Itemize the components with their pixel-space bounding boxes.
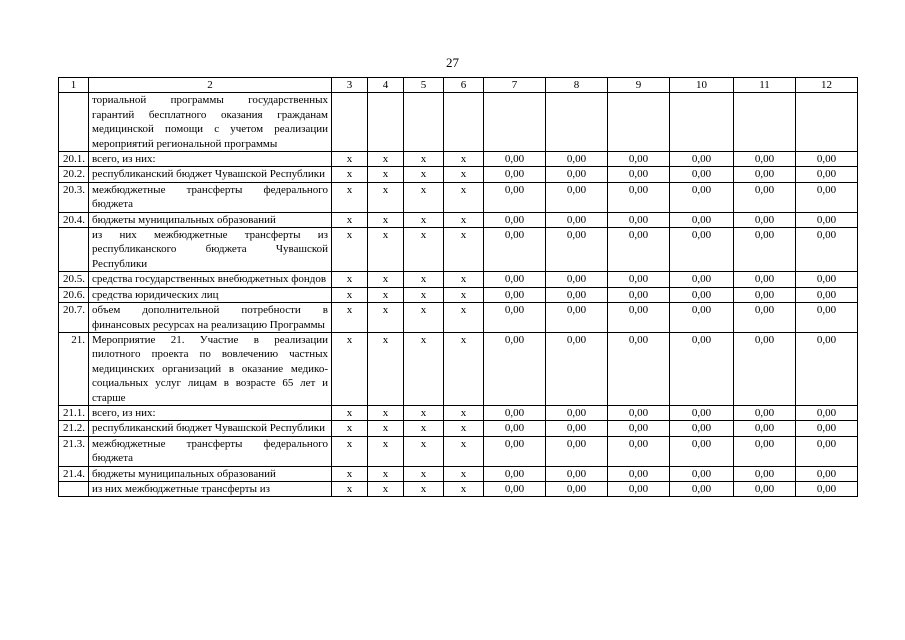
table-row bbox=[59, 152, 858, 167]
cell-marker: x bbox=[404, 152, 444, 167]
cell-value: 0,00 bbox=[546, 466, 608, 481]
cell-value bbox=[734, 93, 796, 152]
cell-value: 0,00 bbox=[670, 152, 734, 167]
cell-value: 0,00 bbox=[484, 481, 546, 496]
cell-marker: x bbox=[368, 303, 404, 333]
cell-value: 0,00 bbox=[484, 182, 546, 212]
row-description: средства государственных внебюджетных фондов bbox=[89, 272, 332, 287]
cell-value: 0,00 bbox=[546, 287, 608, 302]
row-number: 21.4. bbox=[59, 466, 89, 481]
cell-value: 0,00 bbox=[484, 303, 546, 333]
table-row bbox=[59, 212, 858, 227]
cell-marker: x bbox=[404, 466, 444, 481]
row-description: бюджеты муниципальных образований bbox=[89, 212, 332, 227]
cell-value: 0,00 bbox=[796, 182, 858, 212]
cell-value: 0,00 bbox=[796, 436, 858, 466]
cell-value: 0,00 bbox=[608, 167, 670, 182]
cell-marker: x bbox=[444, 287, 484, 302]
cell-marker bbox=[368, 93, 404, 152]
cell-marker: x bbox=[368, 332, 404, 405]
cell-value: 0,00 bbox=[608, 332, 670, 405]
cell-marker: x bbox=[332, 481, 368, 496]
cell-marker: x bbox=[368, 421, 404, 436]
row-description: средства юридических лиц bbox=[89, 287, 332, 302]
row-number: 20.5. bbox=[59, 272, 89, 287]
cell-marker: x bbox=[444, 481, 484, 496]
column-header-row bbox=[59, 78, 858, 93]
cell-value: 0,00 bbox=[608, 436, 670, 466]
cell-value: 0,00 bbox=[734, 152, 796, 167]
cell-marker: x bbox=[332, 212, 368, 227]
cell-value: 0,00 bbox=[546, 272, 608, 287]
cell-value: 0,00 bbox=[484, 287, 546, 302]
cell-marker bbox=[404, 93, 444, 152]
cell-marker: x bbox=[368, 287, 404, 302]
cell-value: 0,00 bbox=[796, 287, 858, 302]
cell-value: 0,00 bbox=[608, 287, 670, 302]
column-header-3: 3 bbox=[332, 78, 368, 93]
table-row bbox=[59, 332, 858, 405]
cell-marker: x bbox=[404, 303, 444, 333]
cell-value: 0,00 bbox=[608, 212, 670, 227]
row-number bbox=[59, 93, 89, 152]
cell-value: 0,00 bbox=[608, 481, 670, 496]
cell-value: 0,00 bbox=[670, 332, 734, 405]
cell-marker: x bbox=[332, 332, 368, 405]
cell-marker bbox=[332, 93, 368, 152]
cell-marker: x bbox=[332, 287, 368, 302]
cell-value: 0,00 bbox=[796, 152, 858, 167]
column-header-12: 12 bbox=[796, 78, 858, 93]
cell-marker: x bbox=[444, 332, 484, 405]
cell-value: 0,00 bbox=[670, 303, 734, 333]
row-description: республиканский бюджет Чувашской Республики bbox=[89, 421, 332, 436]
cell-value: 0,00 bbox=[734, 303, 796, 333]
cell-marker: x bbox=[404, 405, 444, 420]
cell-value: 0,00 bbox=[670, 481, 734, 496]
cell-value: 0,00 bbox=[734, 167, 796, 182]
cell-value: 0,00 bbox=[546, 212, 608, 227]
table-row bbox=[59, 287, 858, 302]
cell-value: 0,00 bbox=[670, 466, 734, 481]
row-number: 20.4. bbox=[59, 212, 89, 227]
cell-marker: x bbox=[332, 228, 368, 272]
cell-marker: x bbox=[368, 212, 404, 227]
row-number: 20.7. bbox=[59, 303, 89, 333]
column-header-1: 1 bbox=[59, 78, 89, 93]
cell-marker: x bbox=[368, 481, 404, 496]
cell-marker: x bbox=[404, 272, 444, 287]
cell-marker: x bbox=[404, 228, 444, 272]
row-number: 20.3. bbox=[59, 182, 89, 212]
row-description: Мероприятие 21. Участие в реализации пилотного проекта по вовлечению частных медицинских организаций в оказание медико-социальных услуг лицам в возрасте 65 лет и старше bbox=[89, 332, 332, 405]
budget-table bbox=[58, 77, 858, 497]
cell-value: 0,00 bbox=[670, 421, 734, 436]
cell-marker: x bbox=[368, 405, 404, 420]
cell-value: 0,00 bbox=[796, 228, 858, 272]
table-row bbox=[59, 93, 858, 152]
cell-marker: x bbox=[368, 152, 404, 167]
row-description: межбюджетные трансферты федерального бюджета bbox=[89, 436, 332, 466]
cell-marker: x bbox=[404, 287, 444, 302]
row-description: бюджеты муниципальных образований bbox=[89, 466, 332, 481]
column-header-7: 7 bbox=[484, 78, 546, 93]
cell-marker: x bbox=[444, 405, 484, 420]
table-row bbox=[59, 228, 858, 272]
cell-value: 0,00 bbox=[796, 421, 858, 436]
column-header-6: 6 bbox=[444, 78, 484, 93]
cell-value: 0,00 bbox=[608, 152, 670, 167]
cell-value: 0,00 bbox=[734, 272, 796, 287]
cell-marker: x bbox=[368, 466, 404, 481]
row-description: всего, из них: bbox=[89, 405, 332, 420]
cell-value: 0,00 bbox=[796, 303, 858, 333]
cell-value: 0,00 bbox=[796, 167, 858, 182]
cell-value bbox=[796, 93, 858, 152]
cell-marker: x bbox=[332, 436, 368, 466]
table-body bbox=[59, 78, 858, 497]
row-description: ториальной программы государственных гарантий бесплатного оказания гражданам медицинской помощи с учетом реализации мероприятий региональной программы bbox=[89, 93, 332, 152]
cell-value: 0,00 bbox=[670, 182, 734, 212]
cell-value: 0,00 bbox=[734, 228, 796, 272]
cell-value: 0,00 bbox=[734, 332, 796, 405]
column-header-4: 4 bbox=[368, 78, 404, 93]
cell-marker: x bbox=[444, 436, 484, 466]
table-row bbox=[59, 303, 858, 333]
cell-value bbox=[608, 93, 670, 152]
cell-value: 0,00 bbox=[546, 182, 608, 212]
cell-value: 0,00 bbox=[734, 436, 796, 466]
cell-value: 0,00 bbox=[734, 182, 796, 212]
table-row bbox=[59, 182, 858, 212]
cell-marker: x bbox=[444, 182, 484, 212]
cell-marker: x bbox=[332, 405, 368, 420]
cell-value: 0,00 bbox=[484, 421, 546, 436]
cell-value: 0,00 bbox=[484, 405, 546, 420]
cell-value: 0,00 bbox=[546, 481, 608, 496]
cell-value: 0,00 bbox=[546, 332, 608, 405]
row-number: 21.2. bbox=[59, 421, 89, 436]
table-row bbox=[59, 405, 858, 420]
cell-value: 0,00 bbox=[484, 167, 546, 182]
cell-value: 0,00 bbox=[796, 405, 858, 420]
cell-value: 0,00 bbox=[546, 228, 608, 272]
row-number: 20.1. bbox=[59, 152, 89, 167]
cell-marker: x bbox=[444, 421, 484, 436]
cell-marker: x bbox=[368, 167, 404, 182]
cell-value: 0,00 bbox=[546, 303, 608, 333]
cell-value: 0,00 bbox=[670, 405, 734, 420]
cell-marker: x bbox=[404, 182, 444, 212]
table-row bbox=[59, 481, 858, 496]
cell-value bbox=[484, 93, 546, 152]
cell-value: 0,00 bbox=[670, 436, 734, 466]
cell-value: 0,00 bbox=[734, 287, 796, 302]
cell-marker: x bbox=[404, 481, 444, 496]
cell-marker: x bbox=[332, 182, 368, 212]
cell-value: 0,00 bbox=[484, 272, 546, 287]
row-number: 21.1. bbox=[59, 405, 89, 420]
cell-value: 0,00 bbox=[796, 212, 858, 227]
cell-marker: x bbox=[368, 272, 404, 287]
cell-marker: x bbox=[404, 212, 444, 227]
cell-marker: x bbox=[444, 272, 484, 287]
cell-value: 0,00 bbox=[484, 436, 546, 466]
cell-marker: x bbox=[444, 303, 484, 333]
cell-value: 0,00 bbox=[796, 272, 858, 287]
cell-marker: x bbox=[332, 466, 368, 481]
cell-value: 0,00 bbox=[734, 481, 796, 496]
row-number bbox=[59, 228, 89, 272]
row-description: из них межбюджетные трансферты из республиканского бюджета Чувашской Республики bbox=[89, 228, 332, 272]
cell-marker: x bbox=[368, 436, 404, 466]
cell-value: 0,00 bbox=[608, 272, 670, 287]
cell-value: 0,00 bbox=[484, 332, 546, 405]
cell-value: 0,00 bbox=[546, 405, 608, 420]
column-header-8: 8 bbox=[546, 78, 608, 93]
row-description: республиканский бюджет Чувашской Республики bbox=[89, 167, 332, 182]
cell-value bbox=[546, 93, 608, 152]
cell-marker: x bbox=[332, 421, 368, 436]
cell-marker: x bbox=[368, 182, 404, 212]
column-header-11: 11 bbox=[734, 78, 796, 93]
cell-marker: x bbox=[444, 228, 484, 272]
cell-marker: x bbox=[404, 332, 444, 405]
row-description: из них межбюджетные трансферты из bbox=[89, 481, 332, 496]
cell-value bbox=[670, 93, 734, 152]
cell-value: 0,00 bbox=[670, 212, 734, 227]
cell-marker: x bbox=[444, 167, 484, 182]
cell-marker: x bbox=[444, 466, 484, 481]
table-row bbox=[59, 272, 858, 287]
column-header-2: 2 bbox=[89, 78, 332, 93]
row-number: 21. bbox=[59, 332, 89, 405]
cell-value: 0,00 bbox=[546, 421, 608, 436]
table-row bbox=[59, 436, 858, 466]
cell-value: 0,00 bbox=[670, 228, 734, 272]
column-header-10: 10 bbox=[670, 78, 734, 93]
row-number: 21.3. bbox=[59, 436, 89, 466]
cell-value: 0,00 bbox=[484, 212, 546, 227]
cell-marker: x bbox=[332, 167, 368, 182]
row-description: объем дополнительной потребности в финансовых ресурсах на реализацию Программы bbox=[89, 303, 332, 333]
cell-value: 0,00 bbox=[608, 303, 670, 333]
cell-value: 0,00 bbox=[670, 167, 734, 182]
row-description: всего, из них: bbox=[89, 152, 332, 167]
cell-value: 0,00 bbox=[546, 167, 608, 182]
cell-value: 0,00 bbox=[734, 212, 796, 227]
cell-marker: x bbox=[444, 152, 484, 167]
cell-marker: x bbox=[444, 212, 484, 227]
cell-value: 0,00 bbox=[670, 287, 734, 302]
row-number bbox=[59, 481, 89, 496]
cell-marker: x bbox=[368, 228, 404, 272]
cell-marker: x bbox=[332, 152, 368, 167]
cell-value: 0,00 bbox=[796, 466, 858, 481]
cell-value: 0,00 bbox=[608, 405, 670, 420]
table-row bbox=[59, 167, 858, 182]
cell-marker: x bbox=[404, 436, 444, 466]
cell-marker: x bbox=[404, 167, 444, 182]
cell-value: 0,00 bbox=[734, 421, 796, 436]
cell-value: 0,00 bbox=[670, 272, 734, 287]
table-row bbox=[59, 466, 858, 481]
cell-value: 0,00 bbox=[484, 466, 546, 481]
cell-marker bbox=[444, 93, 484, 152]
cell-value: 0,00 bbox=[608, 421, 670, 436]
table-row bbox=[59, 421, 858, 436]
cell-marker: x bbox=[332, 303, 368, 333]
cell-value: 0,00 bbox=[484, 228, 546, 272]
cell-marker: x bbox=[332, 272, 368, 287]
cell-value: 0,00 bbox=[484, 152, 546, 167]
cell-value: 0,00 bbox=[608, 466, 670, 481]
cell-value: 0,00 bbox=[796, 481, 858, 496]
cell-value: 0,00 bbox=[608, 182, 670, 212]
cell-value: 0,00 bbox=[796, 332, 858, 405]
column-header-9: 9 bbox=[608, 78, 670, 93]
cell-marker: x bbox=[404, 421, 444, 436]
row-number: 20.6. bbox=[59, 287, 89, 302]
cell-value: 0,00 bbox=[546, 436, 608, 466]
row-description: межбюджетные трансферты федерального бюджета bbox=[89, 182, 332, 212]
cell-value: 0,00 bbox=[734, 466, 796, 481]
page-number: 27 bbox=[446, 55, 459, 70]
cell-value: 0,00 bbox=[734, 405, 796, 420]
row-number: 20.2. bbox=[59, 167, 89, 182]
cell-value: 0,00 bbox=[608, 228, 670, 272]
cell-value: 0,00 bbox=[546, 152, 608, 167]
column-header-5: 5 bbox=[404, 78, 444, 93]
